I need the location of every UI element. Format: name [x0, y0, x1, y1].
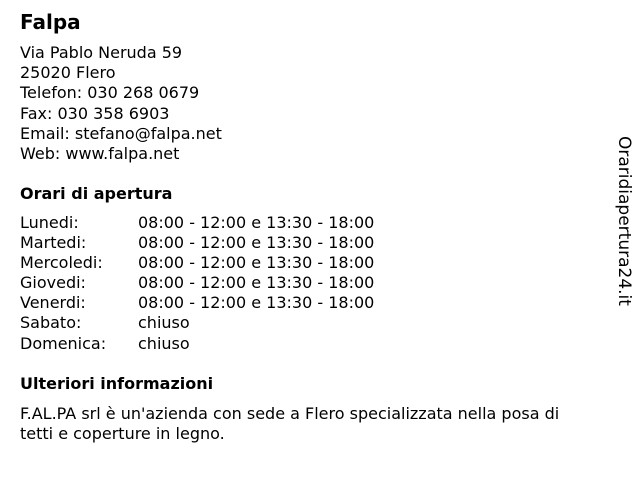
hours-row-tuesday	[20, 233, 374, 253]
business-description: F.AL.PA srl è un'azienda con sede a Flero specializzata nella posa di tetti e coperture in legno.	[20, 404, 560, 444]
hours-time: 08:00 - 12:00 e 13:30 - 18:00	[138, 253, 375, 273]
hours-time: chiuso	[138, 313, 190, 333]
hours-day: Giovedi:	[20, 273, 86, 293]
hours-time: 08:00 - 12:00 e 13:30 - 18:00	[138, 293, 375, 313]
hours-row-wednesday	[20, 253, 374, 273]
contact-details	[20, 43, 222, 164]
opening-hours-heading: Orari di apertura	[20, 184, 173, 203]
phone-line: Telefon: 030 268 0679	[20, 83, 200, 103]
business-name: Falpa	[20, 10, 81, 34]
hours-row-thursday	[20, 273, 374, 293]
opening-hours-table	[20, 213, 374, 354]
hours-row-friday	[20, 293, 374, 313]
hours-day: Lunedi:	[20, 213, 79, 232]
hours-time: 08:00 - 12:00 e 13:30 - 18:00	[138, 233, 375, 253]
web-line: Web: www.falpa.net	[20, 144, 180, 164]
hours-day: Sabato:	[20, 313, 82, 333]
site-watermark: Oraridiapertura24.it	[614, 136, 634, 306]
address-line: Via Pablo Neruda 59	[20, 43, 183, 62]
email-line: Email: stefano@falpa.net	[20, 123, 222, 143]
city-line: 25020 Flero	[20, 63, 116, 83]
hours-time: 08:00 - 12:00 e 13:30 - 18:00	[138, 273, 375, 293]
hours-day: Venerdi:	[20, 293, 86, 313]
fax-line: Fax: 030 358 6903	[20, 103, 170, 123]
hours-time: chiuso	[138, 333, 190, 353]
more-info-heading: Ulteriori informazioni	[20, 374, 214, 393]
hours-row-sunday	[20, 334, 374, 354]
hours-day: Mercoledi:	[20, 253, 103, 273]
hours-day: Domenica:	[20, 333, 107, 353]
hours-row-saturday	[20, 313, 374, 333]
hours-time: 08:00 - 12:00 e 13:30 - 18:00	[138, 213, 375, 232]
hours-day: Martedi:	[20, 233, 87, 253]
hours-row-monday	[20, 213, 374, 233]
